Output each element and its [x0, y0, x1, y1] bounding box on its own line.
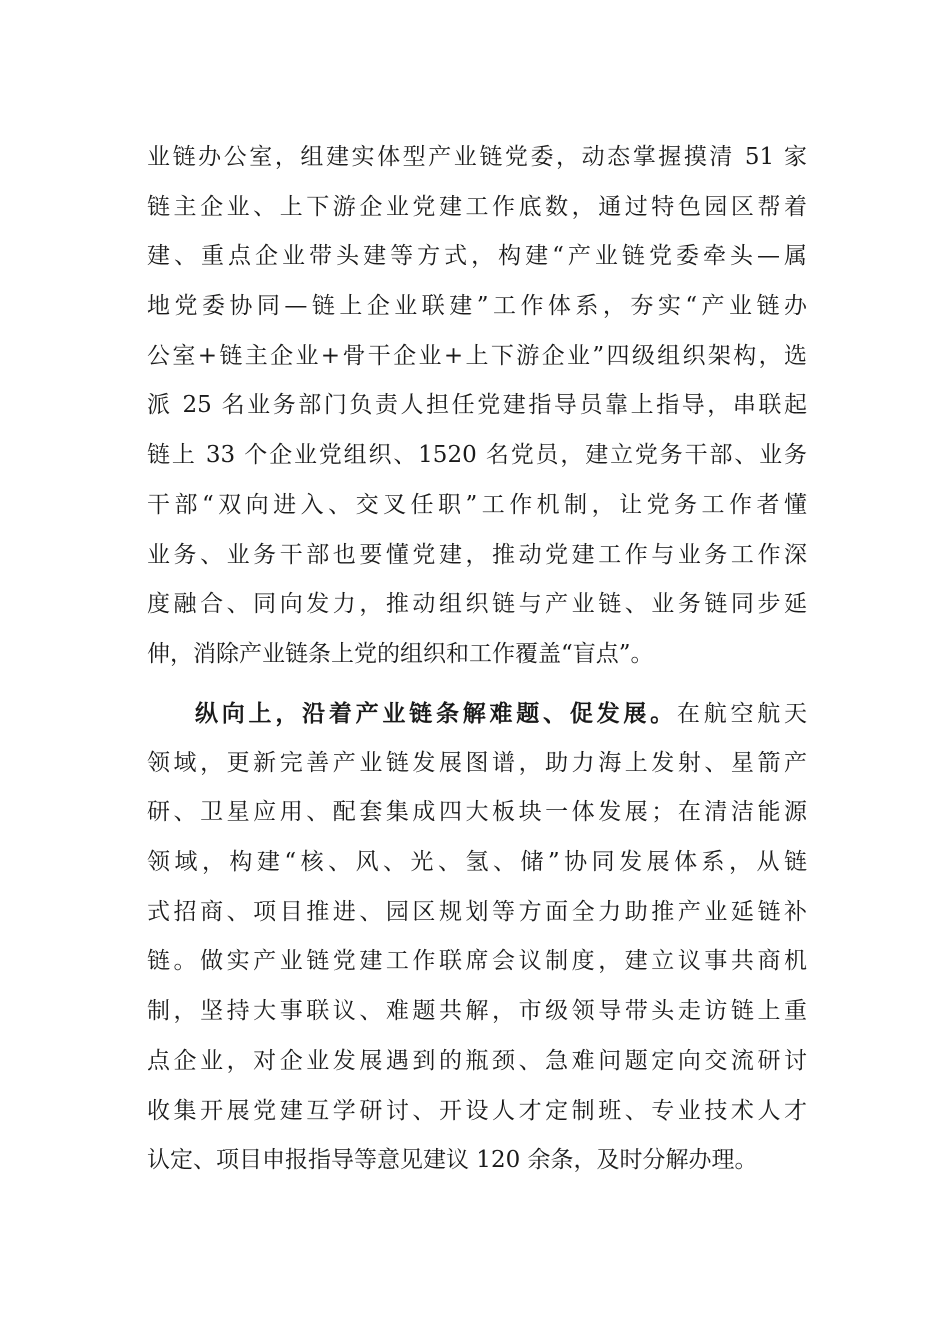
paragraph-line: 制，坚持大事联议、难题共解，市级领导带头走访链上重 [147, 998, 807, 1025]
paragraph-line: 派 25 名业务部门负责人担任党建指导员靠上指导，串联起 [147, 392, 807, 419]
paragraph-1 [147, 133, 807, 680]
paragraph-line: 伸，消除产业链条上党的组织和工作覆盖“盲点”。 [147, 640, 654, 667]
paragraph-lead-rest: 在航空航天 [676, 701, 808, 727]
paragraph-line: 业务、业务干部也要懂党建，推动党建工作与业务工作深 [147, 541, 807, 568]
paragraph-line: 研、卫星应用、配套集成四大板块一体发展；在清洁能源 [147, 799, 807, 826]
paragraph-line: 链。做实产业链党建工作联席会议制度，建立议事共商机 [147, 948, 807, 975]
paragraph-line: 链主企业、上下游企业党建工作底数，通过特色园区帮着 [147, 193, 807, 220]
paragraph-line: 公室+链主企业+骨干企业+上下游企业”四级组织架构，选 [147, 342, 807, 369]
paragraph-line: 收集开展党建互学研讨、开设人才定制班、专业技术人才 [147, 1097, 807, 1124]
paragraph-line: 领域，构建“核、风、光、氢、储”协同发展体系，从链 [147, 849, 807, 876]
paragraph-line: 式招商、项目推进、园区规划等方面全力助推产业延链补 [147, 898, 807, 925]
paragraph-2 [147, 689, 807, 1186]
paragraph-lead-bold: 纵向上，沿着产业链条解难题、促发展。 [195, 700, 677, 727]
paragraph-line: 干部“双向进入、交叉任职”工作机制，让党务工作者懂 [147, 491, 807, 518]
paragraph-line: 链上 33 个企业党组织、1520 名党员，建立党务干部、业务 [147, 442, 807, 469]
paragraph-line: 业链办公室，组建实体型产业链党委，动态掌握摸清 51 家 [147, 144, 807, 170]
paragraph-line: 领域，更新完善产业链发展图谱，助力海上发射、星箭产 [147, 749, 807, 776]
paragraph-line: 建、重点企业带头建等方式，构建“产业链党委牵头—属 [147, 243, 807, 270]
paragraph-line: 地党委协同—链上企业联建”工作体系，夯实“产业链办 [147, 293, 807, 320]
paragraph-line: 点企业，对企业发展遇到的瓶颈、急难问题定向交流研讨 [147, 1047, 807, 1074]
paragraph-line: 度融合、同向发力，推动组织链与产业链、业务链同步延 [147, 591, 807, 618]
paragraph-lead-line [147, 689, 807, 739]
paragraph-line: 认定、项目申报指导等意见建议 120 余条，及时分解办理。 [147, 1147, 758, 1174]
